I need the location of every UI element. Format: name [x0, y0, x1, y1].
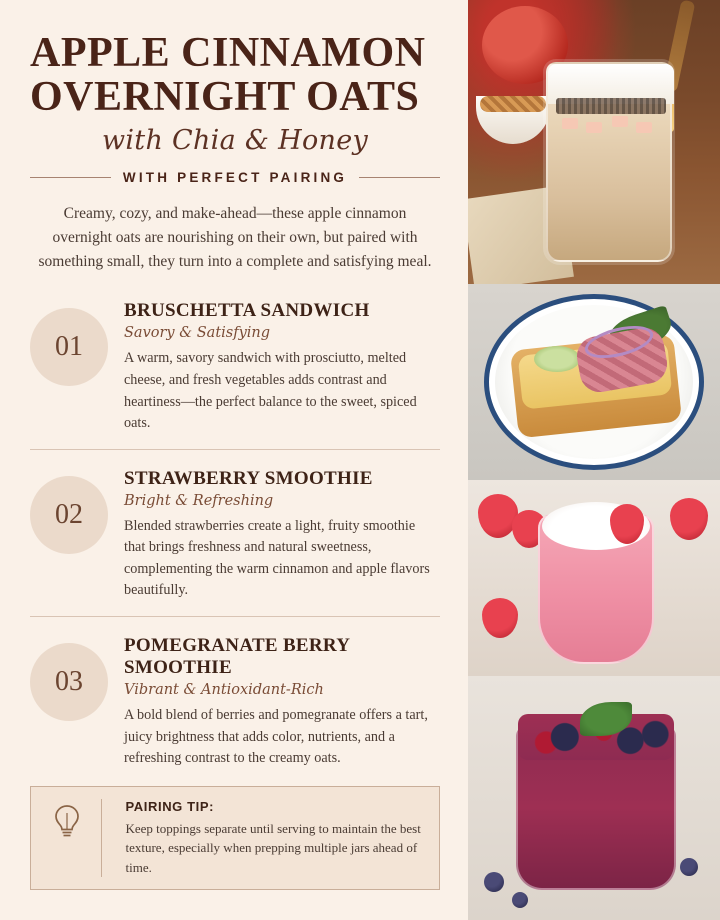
tip-text: Keep toppings separate until serving to maintain the best texture, especially when prepping multiple jars ahead of time.: [125, 820, 421, 875]
pairing-description: Blended strawberries create a light, fruity smoothie that brings freshness and natural sweetness, complementing the warm cinnamon and apple flavors beautifully.: [124, 517, 430, 599]
title-block: [30, 32, 440, 156]
pairing-body: [124, 635, 440, 770]
pairing-title: BRUSCHETTA SANDWICH: [124, 300, 370, 322]
strawberry-prop: [670, 498, 708, 540]
lightbulb-icon: [45, 799, 89, 841]
pairing-tagline: Savory & Satisfying: [124, 325, 271, 342]
pairing-number-badge: 02: [30, 476, 108, 554]
pairing-number-badge: 01: [30, 308, 108, 386]
list-item: [30, 616, 440, 784]
pomegranate-berry-smoothie-photo: [468, 676, 720, 920]
photo-column: [468, 0, 720, 920]
tip-title: PAIRING TIP:: [125, 798, 215, 814]
pairing-title: POMEGRANATE BERRY SMOOTHIE: [124, 635, 350, 679]
pairing-tagline: Bright & Refreshing: [124, 492, 274, 509]
loose-blueberry: [484, 872, 504, 892]
loose-blueberry: [680, 858, 698, 876]
pairing-description: A bold blend of berries and pomegranate offers a tart, juicy brightness that adds color, nutrients, and a refreshing contrast to the creamy oats.: [124, 707, 428, 767]
pairing-body: [124, 300, 440, 434]
pairing-number-badge: 03: [30, 643, 108, 721]
list-item: [30, 449, 440, 616]
eyebrow-divider: [30, 170, 440, 185]
page-subtitle: with Chia & Honey: [101, 125, 369, 157]
strawberry-smoothie-photo: [468, 480, 720, 676]
pairing-tip-box: [30, 786, 440, 891]
pairing-tagline: Vibrant & Antioxidant-Rich: [124, 682, 324, 699]
list-item: [30, 296, 440, 448]
jar-apple-dice: [636, 122, 652, 133]
oats-jar: [546, 62, 672, 262]
jar-apple-dice: [586, 122, 602, 133]
cucumber-slice: [534, 346, 580, 372]
divider-line-right: [359, 177, 440, 178]
strawberry-prop: [482, 598, 518, 638]
bruschetta-sandwich-photo: [468, 284, 720, 480]
jar-apple-dice: [562, 118, 578, 129]
intro-paragraph: Creamy, cozy, and make-ahead—these apple cinnamon overnight oats are nourishing on their own, but paired with something small, they turn into a complete and satisfying meal.: [38, 205, 432, 271]
eyebrow-label: WITH PERFECT PAIRING: [122, 170, 348, 186]
jar-chia-seeds: [556, 98, 666, 114]
divider-line-left: [30, 177, 111, 178]
pairing-list: [30, 296, 440, 783]
pairing-description: A warm, savory sandwich with prosciutto, melted cheese, and fresh vegetables adds contrast and heartiness—the perfect balance to the sweet, spiced oats.: [124, 350, 417, 432]
jar-apple-dice: [612, 116, 628, 127]
overnight-oats-jar-photo: [468, 0, 720, 284]
spice-bowl-contents: [480, 96, 546, 112]
tip-body: [113, 799, 425, 878]
pairing-body: [124, 468, 440, 602]
page-title-line-2: OVERNIGHT OATS: [30, 73, 420, 120]
page-title-line-1: APPLE CINNAMON: [30, 30, 426, 76]
pairing-title: STRAWBERRY SMOOTHIE: [124, 467, 373, 489]
loose-blueberry: [512, 892, 528, 908]
